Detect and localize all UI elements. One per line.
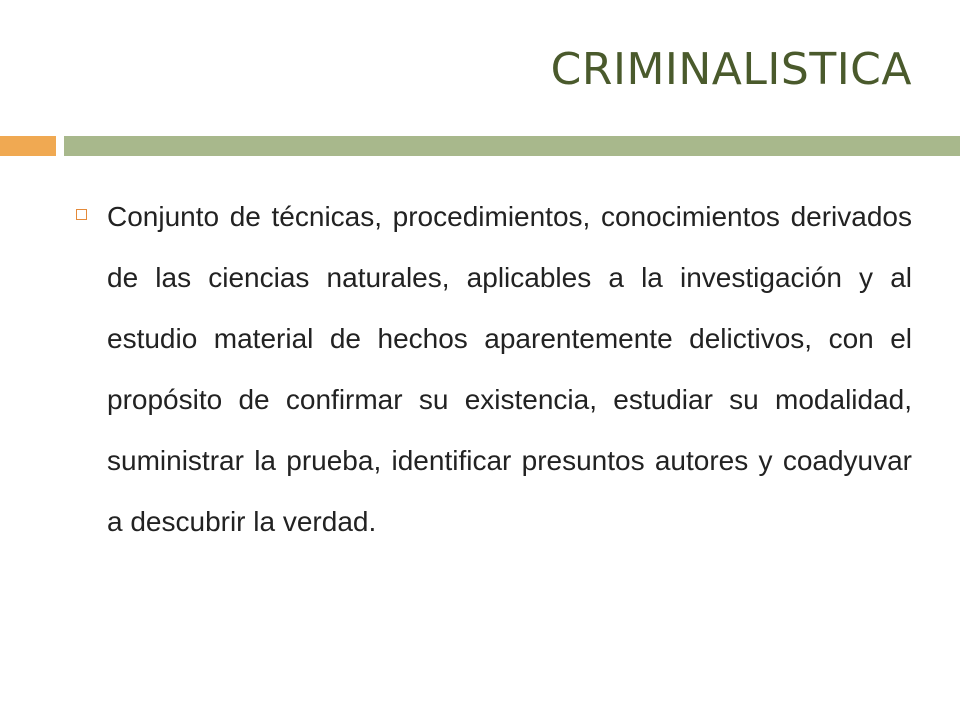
slide-title: CRIMINALISTICA xyxy=(550,44,912,95)
title-accent-bar xyxy=(0,136,56,156)
bullet-text: Conjunto de técnicas, procedimientos, conocimientos derivados de las ciencias naturales, aplicables a la investigación y al estudio material de hechos aparentemente delictivos, con el propósito de confirmar su existencia, estudiar su modalidad, suministrar la prueba, identificar presuntos autores y coadyuvar a descubrir la verdad. xyxy=(107,201,912,537)
slide-content xyxy=(72,186,912,552)
bullet-item xyxy=(72,186,912,552)
title-divider-bar xyxy=(64,136,960,156)
square-bullet-icon xyxy=(76,209,87,220)
